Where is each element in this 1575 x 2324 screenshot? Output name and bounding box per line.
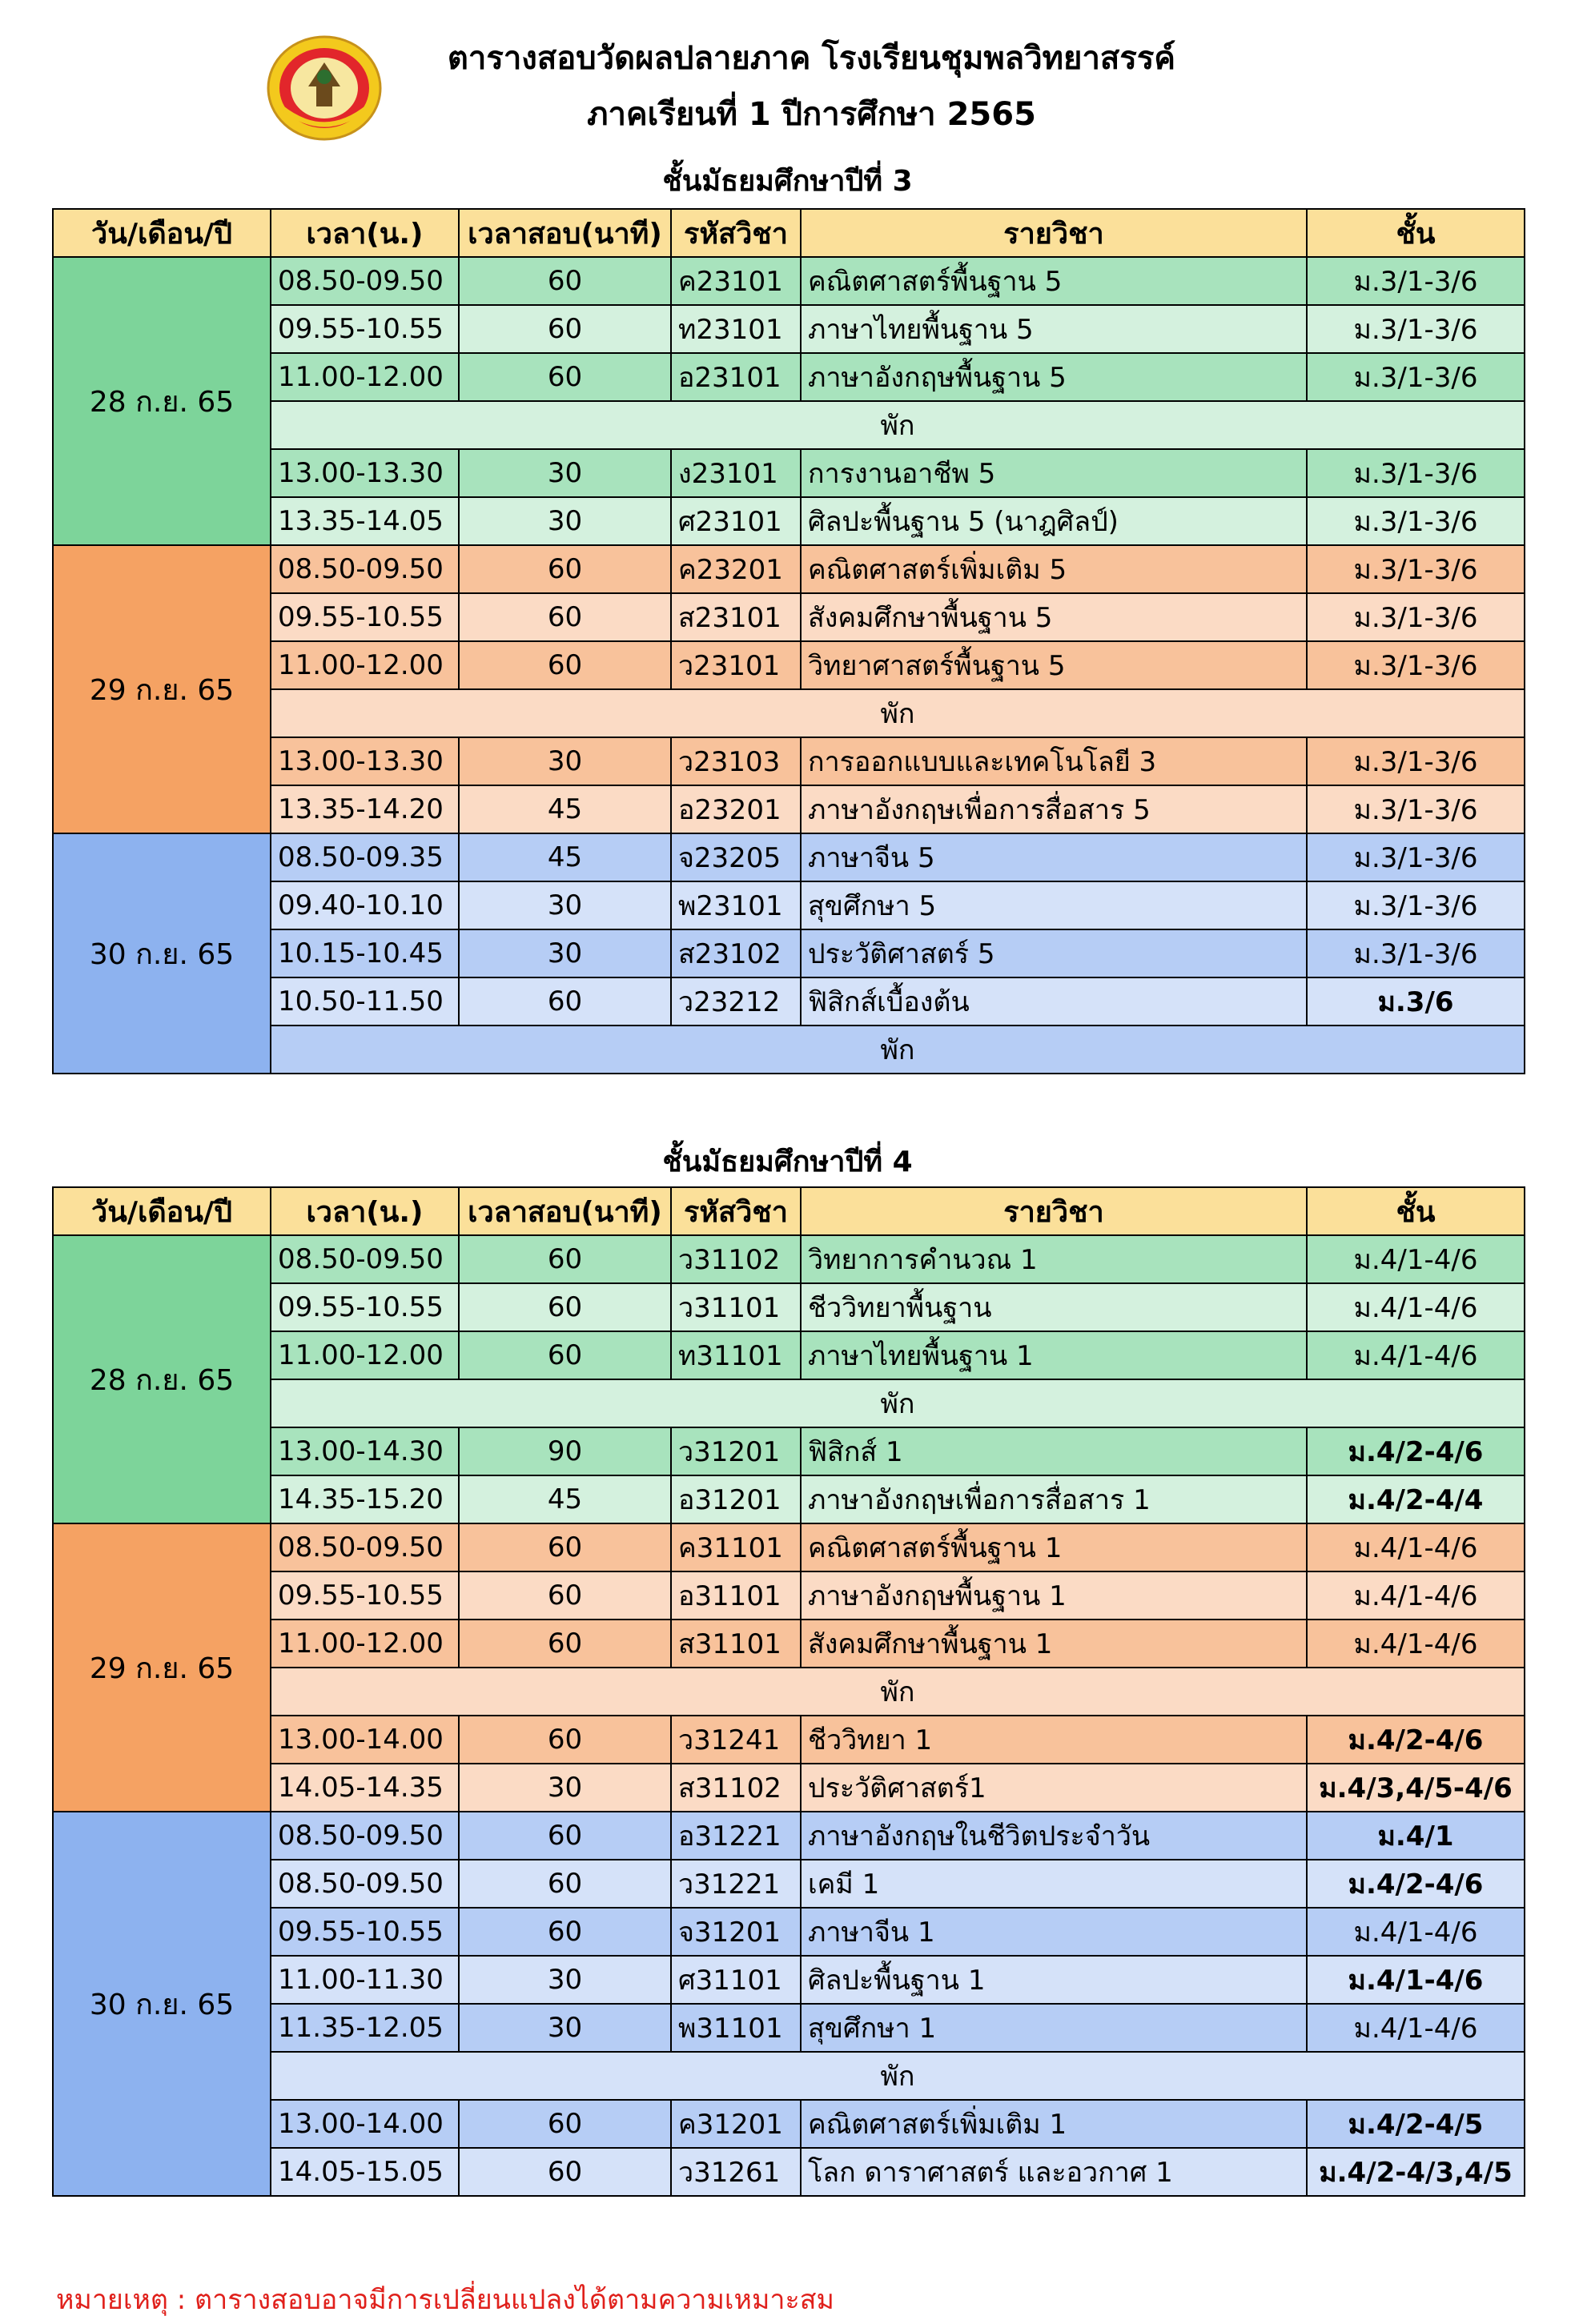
time-cell: 14.05-15.05 [271, 2148, 459, 2196]
break-cell: พัก [271, 2052, 1525, 2100]
level-cell: ม.4/1-4/6 [1307, 2004, 1525, 2052]
date-cell: 29 ก.ย. 65 [53, 1523, 271, 1812]
table-row [53, 353, 1525, 401]
break-row [53, 1026, 1525, 1074]
section-title-m3: ชั้นมัธยมศึกษาปีที่ 3 [662, 165, 913, 198]
level-cell: ม.4/1-4/6 [1307, 1331, 1525, 1379]
code-cell: จ23205 [671, 833, 801, 881]
break-cell: พัก [271, 1379, 1525, 1427]
time-cell: 13.00-14.00 [271, 1716, 459, 1764]
table-row [53, 1620, 1525, 1668]
level-cell: ม.4/2-4/6 [1307, 1427, 1525, 1475]
subject-cell: ภาษาอังกฤษเพื่อการสื่อสาร 1 [801, 1475, 1307, 1523]
level-cell: ม.3/1-3/6 [1307, 929, 1525, 977]
subject-cell: ภาษาไทยพื้นฐาน 5 [801, 305, 1307, 353]
break-cell: พัก [271, 1668, 1525, 1716]
code-cell: ว31101 [671, 1283, 801, 1331]
minutes-cell: 30 [459, 1956, 671, 2004]
break-row [53, 1379, 1525, 1427]
header-date: วัน/เดือน/ปี [53, 209, 271, 257]
table-row [53, 641, 1525, 689]
subject-cell: ภาษาไทยพื้นฐาน 1 [801, 1331, 1307, 1379]
header-level: ชั้น [1307, 1187, 1525, 1235]
table-row [53, 2100, 1525, 2148]
table-row [53, 1908, 1525, 1956]
minutes-cell: 30 [459, 737, 671, 785]
minutes-cell: 60 [459, 353, 671, 401]
subject-cell: ภาษาอังกฤษในชีวิตประจำวัน [801, 1812, 1307, 1860]
minutes-cell: 60 [459, 257, 671, 305]
level-cell: ม.3/1-3/6 [1307, 497, 1525, 545]
code-cell: ท31101 [671, 1331, 801, 1379]
table-row [53, 1283, 1525, 1331]
table-row [53, 1235, 1525, 1283]
code-cell: ว23101 [671, 641, 801, 689]
code-cell: ส31101 [671, 1620, 801, 1668]
table-row [53, 833, 1525, 881]
code-cell: ส23101 [671, 593, 801, 641]
code-cell: ว31261 [671, 2148, 801, 2196]
page-header [0, 0, 1575, 152]
header-minutes: เวลาสอบ(นาที) [459, 1187, 671, 1235]
level-cell: ม.4/1-4/6 [1307, 1956, 1525, 2004]
level-cell: ม.3/1-3/6 [1307, 785, 1525, 833]
code-cell: ค31201 [671, 2100, 801, 2148]
code-cell: จ31201 [671, 1908, 801, 1956]
time-cell: 09.55-10.55 [271, 305, 459, 353]
minutes-cell: 60 [459, 1908, 671, 1956]
minutes-cell: 90 [459, 1427, 671, 1475]
exam-table-m3 [52, 208, 1525, 1074]
subject-cell: ศิลปะพื้นฐาน 5 (นาฎศิลป์) [801, 497, 1307, 545]
time-cell: 13.35-14.05 [271, 497, 459, 545]
subject-cell: คณิตศาสตร์เพิ่มเติม 1 [801, 2100, 1307, 2148]
time-cell: 10.15-10.45 [271, 929, 459, 977]
code-cell: อ31221 [671, 1812, 801, 1860]
level-cell: ม.3/1-3/6 [1307, 833, 1525, 881]
subject-cell: ฟิสิกส์ 1 [801, 1427, 1307, 1475]
subject-cell: เคมี 1 [801, 1860, 1307, 1908]
minutes-cell: 60 [459, 1571, 671, 1620]
time-cell: 13.35-14.20 [271, 785, 459, 833]
date-cell: 30 ก.ย. 65 [53, 833, 271, 1074]
break-cell: พัก [271, 689, 1525, 737]
table-row [53, 785, 1525, 833]
level-cell: ม.4/1-4/6 [1307, 1523, 1525, 1571]
minutes-cell: 60 [459, 641, 671, 689]
level-cell: ม.3/1-3/6 [1307, 737, 1525, 785]
table-row [53, 1571, 1525, 1620]
level-cell: ม.4/2-4/4 [1307, 1475, 1525, 1523]
time-cell: 11.00-12.00 [271, 1331, 459, 1379]
subject-cell: สุขศึกษา 5 [801, 881, 1307, 929]
table-row [53, 497, 1525, 545]
time-cell: 14.05-14.35 [271, 1764, 459, 1812]
code-cell: พ23101 [671, 881, 801, 929]
date-cell: 29 ก.ย. 65 [53, 545, 271, 833]
time-cell: 13.00-14.30 [271, 1427, 459, 1475]
header-level: ชั้น [1307, 209, 1525, 257]
level-cell: ม.3/1-3/6 [1307, 593, 1525, 641]
subject-cell: ภาษาอังกฤษเพื่อการสื่อสาร 5 [801, 785, 1307, 833]
level-cell: ม.4/1-4/6 [1307, 1283, 1525, 1331]
table-header-row [53, 209, 1525, 257]
table-row [53, 257, 1525, 305]
minutes-cell: 45 [459, 833, 671, 881]
table-row [53, 1812, 1525, 1860]
header-minutes: เวลาสอบ(นาที) [459, 209, 671, 257]
code-cell: ว31221 [671, 1860, 801, 1908]
break-cell: พัก [271, 401, 1525, 449]
level-cell: ม.4/1 [1307, 1812, 1525, 1860]
code-cell: ค23101 [671, 257, 801, 305]
minutes-cell: 30 [459, 929, 671, 977]
subject-cell: ประวัติศาสตร์1 [801, 1764, 1307, 1812]
level-cell: ม.4/1-4/6 [1307, 1620, 1525, 1668]
header-code: รหัสวิชา [671, 1187, 801, 1235]
table-row [53, 2004, 1525, 2052]
header-subject: รายวิชา [801, 209, 1307, 257]
minutes-cell: 30 [459, 449, 671, 497]
subject-cell: ภาษาจีน 1 [801, 1908, 1307, 1956]
level-cell: ม.4/2-4/5 [1307, 2100, 1525, 2148]
code-cell: อ23201 [671, 785, 801, 833]
minutes-cell: 45 [459, 785, 671, 833]
level-cell: ม.4/2-4/3,4/5 [1307, 2148, 1525, 2196]
subject-cell: ศิลปะพื้นฐาน 1 [801, 1956, 1307, 2004]
time-cell: 08.50-09.50 [271, 1523, 459, 1571]
minutes-cell: 60 [459, 977, 671, 1026]
level-cell: ม.3/1-3/6 [1307, 545, 1525, 593]
time-cell: 08.50-09.50 [271, 1235, 459, 1283]
subject-cell: การงานอาชีพ 5 [801, 449, 1307, 497]
subject-cell: ภาษาอังกฤษพื้นฐาน 1 [801, 1571, 1307, 1620]
time-cell: 11.00-12.00 [271, 1620, 459, 1668]
minutes-cell: 60 [459, 1283, 671, 1331]
header-time: เวลา(น.) [271, 1187, 459, 1235]
date-cell: 28 ก.ย. 65 [53, 1235, 271, 1523]
subject-cell: ชีววิทยาพื้นฐาน [801, 1283, 1307, 1331]
section-title-m4: ชั้นมัธยมศึกษาปีที่ 4 [662, 1146, 913, 1178]
level-cell: ม.3/1-3/6 [1307, 641, 1525, 689]
break-row [53, 2052, 1525, 2100]
minutes-cell: 60 [459, 1812, 671, 1860]
code-cell: ค31101 [671, 1523, 801, 1571]
table-row [53, 1331, 1525, 1379]
time-cell: 10.50-11.50 [271, 977, 459, 1026]
minutes-cell: 60 [459, 305, 671, 353]
minutes-cell: 60 [459, 1860, 671, 1908]
level-cell: ม.3/6 [1307, 977, 1525, 1026]
header-date: วัน/เดือน/ปี [53, 1187, 271, 1235]
time-cell: 14.35-15.20 [271, 1475, 459, 1523]
time-cell: 11.00-11.30 [271, 1956, 459, 2004]
minutes-cell: 30 [459, 881, 671, 929]
time-cell: 13.00-13.30 [271, 737, 459, 785]
code-cell: ค23201 [671, 545, 801, 593]
code-cell: ว31201 [671, 1427, 801, 1475]
minutes-cell: 60 [459, 1620, 671, 1668]
time-cell: 11.00-12.00 [271, 641, 459, 689]
level-cell: ม.4/1-4/6 [1307, 1571, 1525, 1620]
level-cell: ม.4/2-4/6 [1307, 1860, 1525, 1908]
level-cell: ม.3/1-3/6 [1307, 353, 1525, 401]
time-cell: 11.00-12.00 [271, 353, 459, 401]
level-cell: ม.4/2-4/6 [1307, 1716, 1525, 1764]
time-cell: 08.50-09.50 [271, 545, 459, 593]
subject-cell: ชีววิทยา 1 [801, 1716, 1307, 1764]
code-cell: ส23102 [671, 929, 801, 977]
time-cell: 11.35-12.05 [271, 2004, 459, 2052]
header-time: เวลา(น.) [271, 209, 459, 257]
table-row [53, 1427, 1525, 1475]
code-cell: อ23101 [671, 353, 801, 401]
page-subtitle: ภาคเรียนที่ 1 ปีการศึกษา 2565 [587, 96, 1036, 133]
minutes-cell: 30 [459, 2004, 671, 2052]
level-cell: ม.3/1-3/6 [1307, 257, 1525, 305]
break-cell: พัก [271, 1026, 1525, 1074]
minutes-cell: 60 [459, 1235, 671, 1283]
table-row [53, 2148, 1525, 2196]
subject-cell: วิทยาศาสตร์พื้นฐาน 5 [801, 641, 1307, 689]
minutes-cell: 30 [459, 497, 671, 545]
code-cell: ศ31101 [671, 1956, 801, 2004]
table-row [53, 1956, 1525, 2004]
code-cell: อ31201 [671, 1475, 801, 1523]
header-code: รหัสวิชา [671, 209, 801, 257]
subject-cell: สังคมศึกษาพื้นฐาน 1 [801, 1620, 1307, 1668]
subject-cell: โลก ดาราศาสตร์ และอวกาศ 1 [801, 2148, 1307, 2196]
minutes-cell: 60 [459, 1716, 671, 1764]
minutes-cell: 45 [459, 1475, 671, 1523]
table-header-row [53, 1187, 1525, 1235]
code-cell: ว23103 [671, 737, 801, 785]
subject-cell: ฟิสิกส์เบื้องต้น [801, 977, 1307, 1026]
table-row [53, 1716, 1525, 1764]
time-cell: 13.00-13.30 [271, 449, 459, 497]
time-cell: 08.50-09.35 [271, 833, 459, 881]
subject-cell: ภาษาอังกฤษพื้นฐาน 5 [801, 353, 1307, 401]
minutes-cell: 60 [459, 593, 671, 641]
level-cell: ม.3/1-3/6 [1307, 305, 1525, 353]
subject-cell: คณิตศาสตร์เพิ่มเติม 5 [801, 545, 1307, 593]
minutes-cell: 60 [459, 545, 671, 593]
code-cell: ว23212 [671, 977, 801, 1026]
subject-cell: สุขศึกษา 1 [801, 2004, 1307, 2052]
table-row [53, 929, 1525, 977]
code-cell: ง23101 [671, 449, 801, 497]
minutes-cell: 60 [459, 2100, 671, 2148]
minutes-cell: 60 [459, 1523, 671, 1571]
table-row [53, 1860, 1525, 1908]
level-cell: ม.4/1-4/6 [1307, 1235, 1525, 1283]
subject-cell: สังคมศึกษาพื้นฐาน 5 [801, 593, 1307, 641]
subject-cell: ภาษาจีน 5 [801, 833, 1307, 881]
code-cell: พ31101 [671, 2004, 801, 2052]
table-row [53, 1523, 1525, 1571]
time-cell: 08.50-09.50 [271, 1860, 459, 1908]
level-cell: ม.4/3,4/5-4/6 [1307, 1764, 1525, 1812]
exam-table-m4 [52, 1186, 1525, 2197]
page-title: ตารางสอบวัดผลปลายภาค โรงเรียนชุมพลวิทยาสรรค์ [447, 40, 1176, 77]
code-cell: ท23101 [671, 305, 801, 353]
time-cell: 08.50-09.50 [271, 1812, 459, 1860]
break-row [53, 401, 1525, 449]
table-row [53, 1475, 1525, 1523]
code-cell: ว31241 [671, 1716, 801, 1764]
time-cell: 09.55-10.55 [271, 1283, 459, 1331]
minutes-cell: 60 [459, 1331, 671, 1379]
break-row [53, 689, 1525, 737]
table-row [53, 449, 1525, 497]
time-cell: 09.55-10.55 [271, 593, 459, 641]
code-cell: ส31102 [671, 1764, 801, 1812]
table-row [53, 545, 1525, 593]
subject-cell: คณิตศาสตร์พื้นฐาน 5 [801, 257, 1307, 305]
code-cell: อ31101 [671, 1571, 801, 1620]
level-cell: ม.4/1-4/6 [1307, 1908, 1525, 1956]
time-cell: 08.50-09.50 [271, 257, 459, 305]
table-row [53, 977, 1525, 1026]
date-cell: 28 ก.ย. 65 [53, 257, 271, 545]
subject-cell: ประวัติศาสตร์ 5 [801, 929, 1307, 977]
time-cell: 09.55-10.55 [271, 1908, 459, 1956]
level-cell: ม.3/1-3/6 [1307, 881, 1525, 929]
date-cell: 30 ก.ย. 65 [53, 1812, 271, 2196]
subject-cell: วิทยาการคำนวณ 1 [801, 1235, 1307, 1283]
level-cell: ม.3/1-3/6 [1307, 449, 1525, 497]
time-cell: 13.00-14.00 [271, 2100, 459, 2148]
time-cell: 09.55-10.55 [271, 1571, 459, 1620]
code-cell: ว31102 [671, 1235, 801, 1283]
subject-cell: คณิตศาสตร์พื้นฐาน 1 [801, 1523, 1307, 1571]
table-row [53, 1764, 1525, 1812]
subject-cell: การออกแบบและเทคโนโลยี 3 [801, 737, 1307, 785]
minutes-cell: 60 [459, 2148, 671, 2196]
table-row [53, 737, 1525, 785]
header-subject: รายวิชา [801, 1187, 1307, 1235]
time-cell: 09.40-10.10 [271, 881, 459, 929]
table-row [53, 305, 1525, 353]
break-row [53, 1668, 1525, 1716]
footer-note: หมายเหตุ : ตารางสอบอาจมีการเปลี่ยนแปลงได้ตามความเหมาะสม [56, 2284, 834, 2316]
table-row [53, 881, 1525, 929]
table-row [53, 593, 1525, 641]
code-cell: ศ23101 [671, 497, 801, 545]
minutes-cell: 30 [459, 1764, 671, 1812]
